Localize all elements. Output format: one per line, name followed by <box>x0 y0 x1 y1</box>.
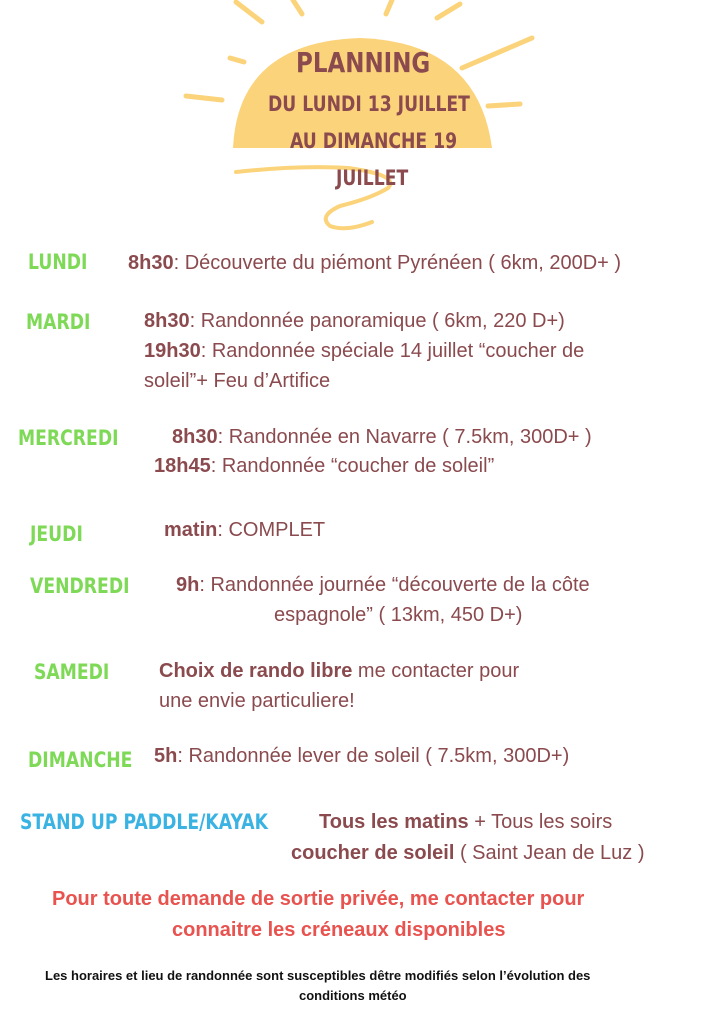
activity-text: : Randonnée panoramique ( 6km, 220 D+) <box>189 310 565 332</box>
activity-jeudi <box>164 519 325 542</box>
activity-time: 8h30 <box>172 426 218 448</box>
activity-text: : COMPLET <box>217 519 326 541</box>
activity-mercredi-1 <box>172 426 592 449</box>
activity-text: : Randonnée spéciale 14 juillet “coucher de <box>200 340 585 362</box>
private-outing-notice-line-2: connaitre les créneaux disponibles <box>172 919 506 941</box>
disclaimer-line-2: conditions météo <box>299 988 407 1003</box>
activity-time: 8h30 <box>128 252 174 274</box>
date-range-line-3: JUILLET <box>336 166 409 190</box>
activity-time: 9h <box>176 574 200 596</box>
activity-mardi-3: soleil”+ Feu d’Artifice <box>144 370 331 392</box>
activity-time: matin <box>164 519 218 541</box>
disclaimer-line-1: Les horaires et lieu de randonnée sont susceptibles dêtre modifiés selon l’évolution des <box>45 968 591 983</box>
activity-sup-2 <box>291 842 645 865</box>
activity-highlight: coucher de soleil <box>291 842 455 864</box>
activity-text: : Randonnée en Navarre ( 7.5km, 300D+ ) <box>217 426 592 448</box>
private-outing-notice-line-1: Pour toute demande de sortie privée, me contacter pour <box>52 888 585 910</box>
activity-mardi-2 <box>144 340 584 363</box>
activity-text: : Randonnée “coucher de soleil” <box>210 455 495 477</box>
activity-mercredi-2 <box>154 455 494 478</box>
activity-highlight: Choix de rando libre <box>159 660 353 682</box>
date-range-line-1: DU LUNDI 13 JUILLET <box>268 92 470 116</box>
activity-vendredi-2: espagnole” ( 13km, 450 D+) <box>274 604 523 626</box>
activity-text: : Randonnée journée “découverte de la côte <box>199 574 590 596</box>
day-label-lundi: LUNDI <box>28 250 88 274</box>
activity-highlight: Tous les matins <box>319 811 469 833</box>
activity-text: + Tous les soirs <box>468 811 613 833</box>
activity-time: 5h <box>154 745 178 767</box>
activity-dimanche <box>154 745 569 768</box>
day-label-dimanche: DIMANCHE <box>28 748 133 772</box>
activity-time: 8h30 <box>144 310 190 332</box>
activity-mardi-1 <box>144 310 565 333</box>
activity-text: ( Saint Jean de Luz ) <box>454 842 645 864</box>
day-label-mercredi: MERCREDI <box>18 426 119 450</box>
activity-sup-1 <box>319 811 612 834</box>
activity-samedi-1 <box>159 660 519 683</box>
activity-vendredi-1 <box>176 574 590 597</box>
day-label-mardi: MARDI <box>26 310 91 334</box>
day-label-samedi: SAMEDI <box>34 660 110 684</box>
day-label-sup-kayak: STAND UP PADDLE/KAYAK <box>20 810 268 834</box>
date-range-line-2: AU DIMANCHE 19 <box>290 129 458 153</box>
activity-text: : Randonnée lever de soleil ( 7.5km, 300D+) <box>177 745 570 767</box>
day-label-vendredi: VENDREDI <box>30 574 130 598</box>
day-label-jeudi: JEUDI <box>30 522 83 546</box>
activity-text: : Découverte du piémont Pyrénéen ( 6km, 200D+ ) <box>173 252 622 274</box>
activity-time: 18h45 <box>154 455 211 477</box>
activity-lundi <box>128 252 621 275</box>
activity-time: 19h30 <box>144 340 201 362</box>
activity-samedi-2: une envie particuliere! <box>159 690 355 712</box>
page-title: PLANNING <box>296 46 431 79</box>
activity-text: me contacter pour <box>352 660 520 682</box>
